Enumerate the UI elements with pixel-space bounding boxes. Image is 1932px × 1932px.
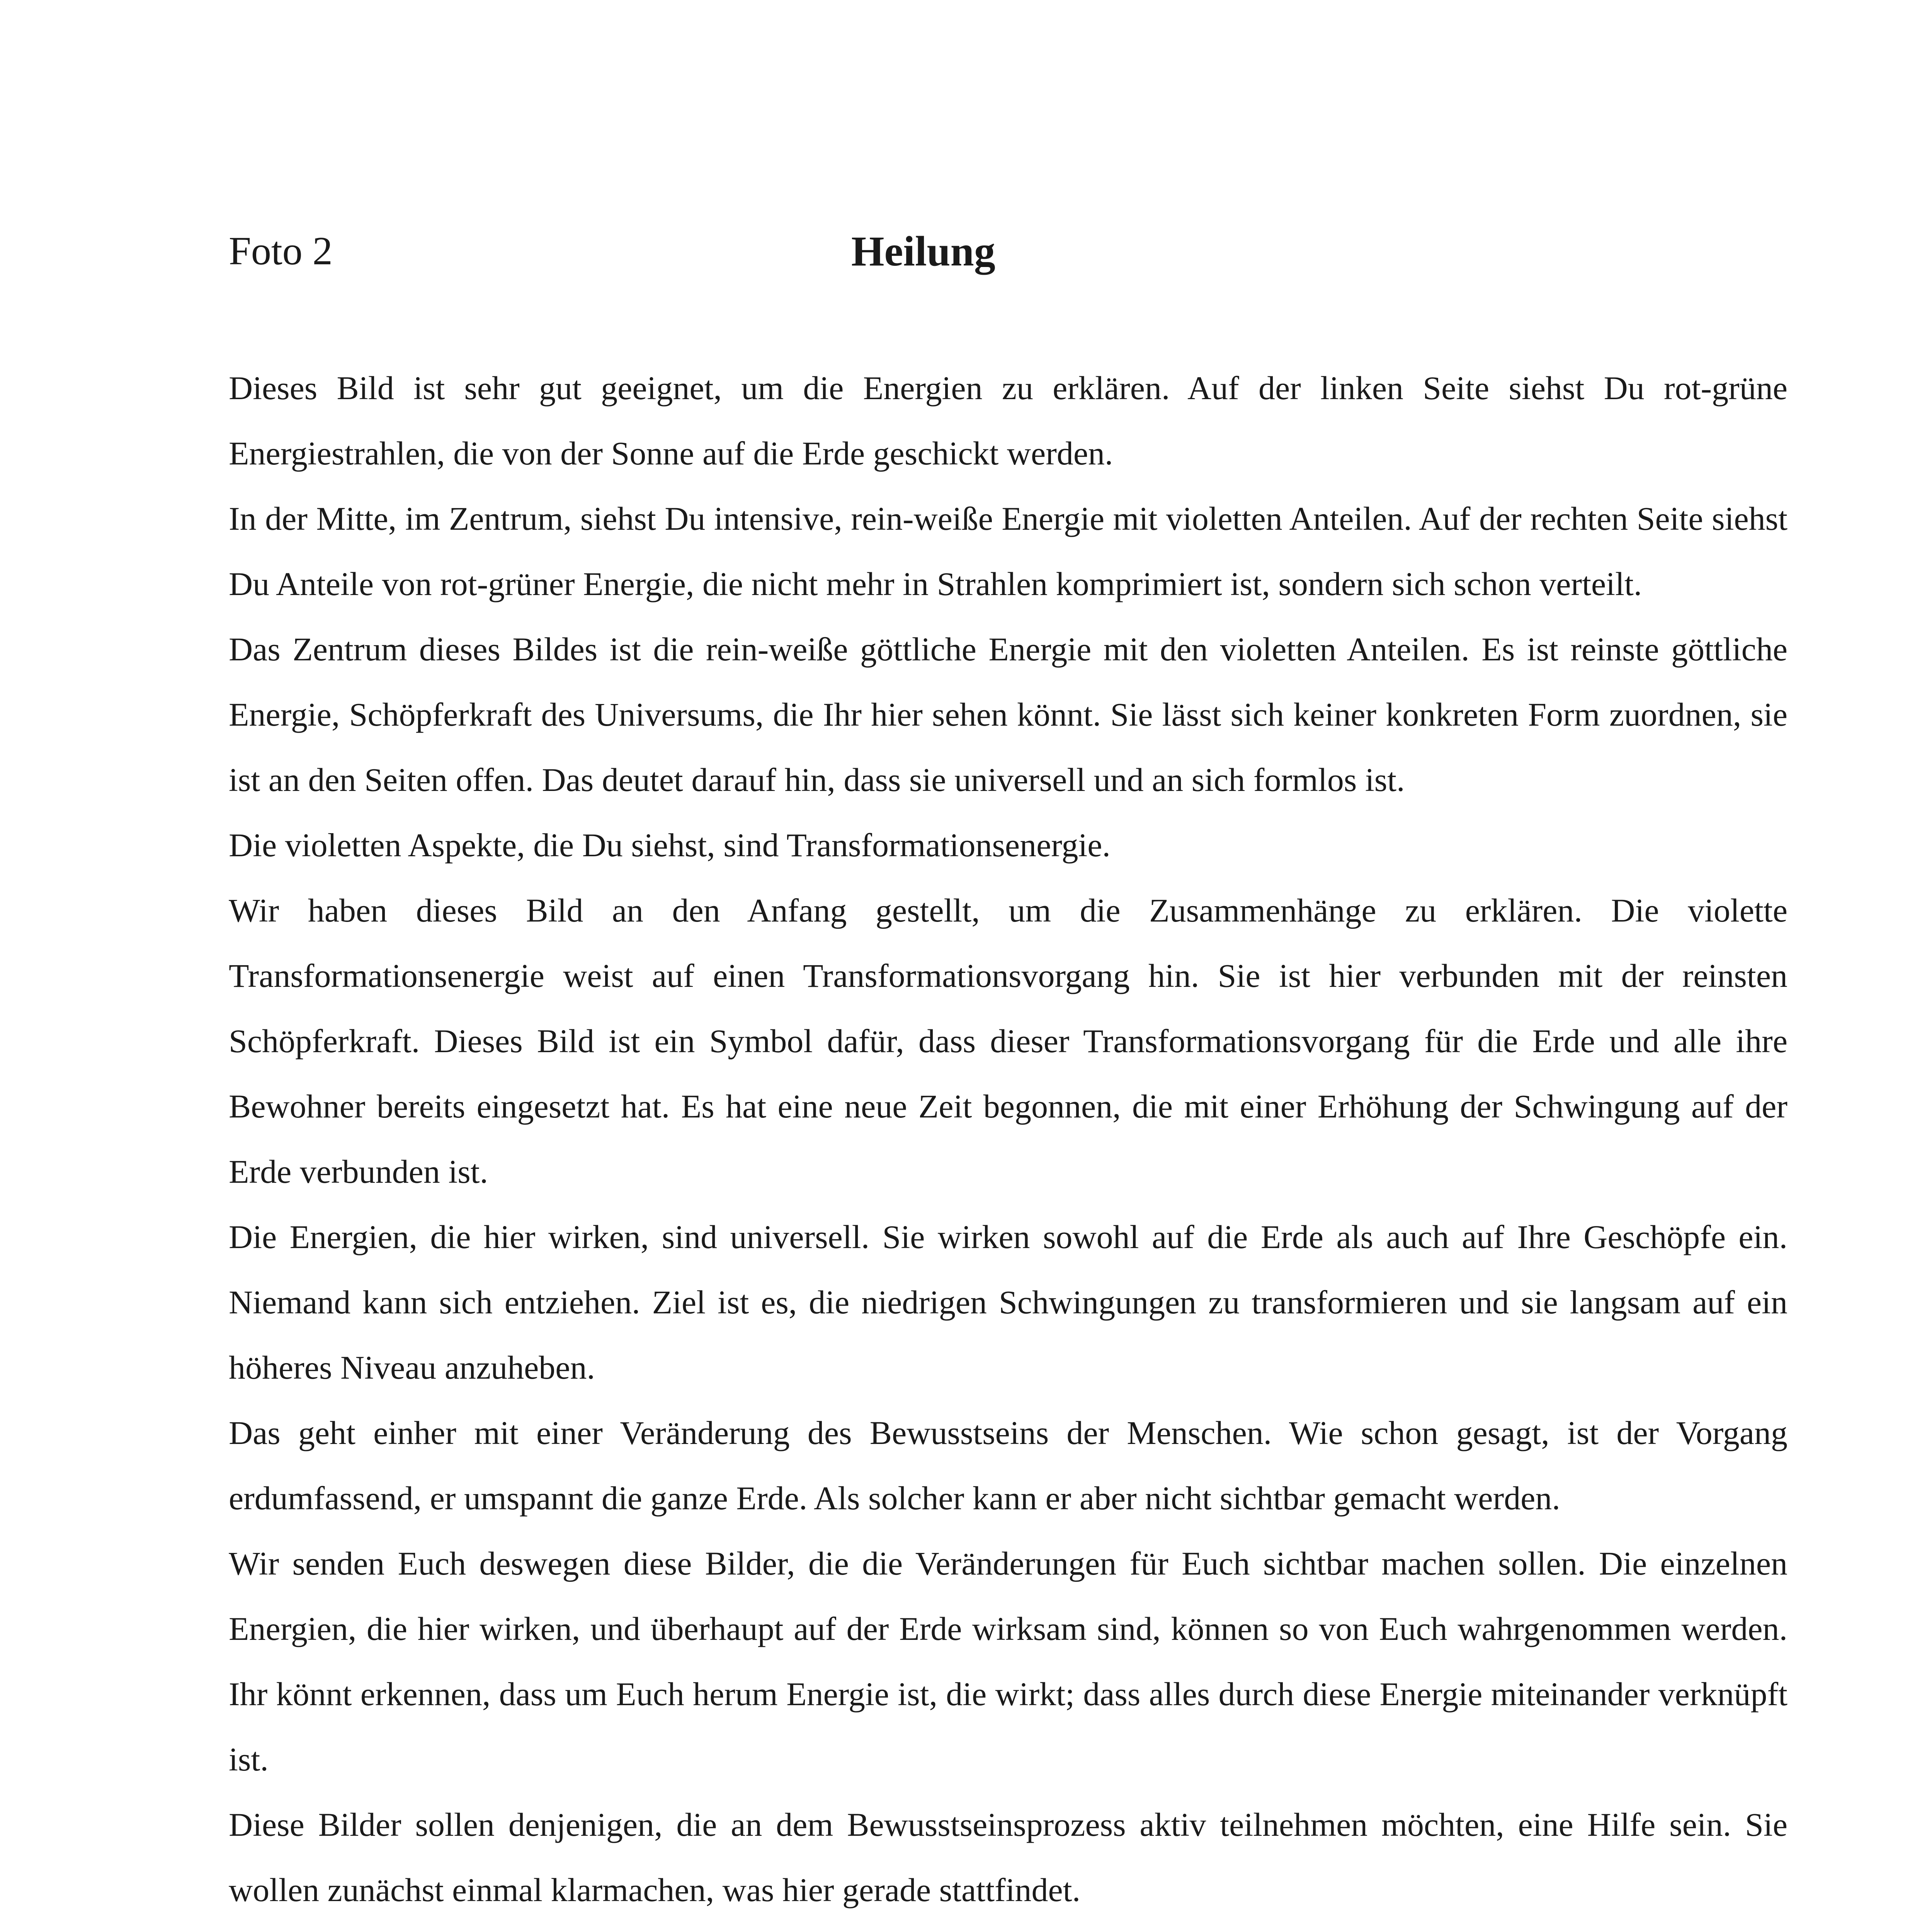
paragraph: Die violetten Aspekte, die Du siehst, sind Transformationsenergie. [229,827,1111,864]
paragraph [229,1923,1787,1932]
photo-label: Foto 2 [229,229,333,273]
page-header [229,226,1743,288]
paragraph: Wir senden Euch deswegen diese Bilder, die die Veränderungen für Euch sichtbar machen sollen. Die einzelnen Energien, die hier wirken, und überhaupt auf der Erde wirksam sind, können so von Euch wahrgenommen werden. Ihr könnt erkennen, dass um Euch herum Energie ist, die wirkt; dass alles durch diese Energie miteinander verknüpft ist. [229,1545,1787,1778]
page-title: Heilung [851,228,995,275]
body-text [229,355,1787,1932]
paragraph: Die Energien, die hier wirken, sind universell. Sie wirken sowohl auf die Erde als auch auf Ihre Geschöpfe ein. Niemand kann sich entziehen. Ziel ist es, die niedrigen Schwingungen zu transformieren und sie langsam auf ein höheres Niveau anzuheben. [229,1218,1787,1386]
paragraph: Das geht einher mit einer Veränderung des Bewusstseins der Menschen. Wie schon gesagt, ist der Vorgang erdumfassend, er umspannt die ganze Erde. Als solcher kann er aber nicht sichtbar gemacht werden. [229,1414,1787,1517]
paragraph: In der Mitte, im Zentrum, siehst Du intensive, rein-weiße Energie mit violetten Anteilen. Auf der rechten Seite siehst Du Anteile von rot-grüner Energie, die nicht mehr in Strahlen komprimiert ist, sondern sich schon verteilt. [229,500,1787,602]
paragraph: Das Zentrum dieses Bildes ist die rein-weiße göttliche Energie mit den violetten Anteilen. Es ist reinste göttliche Energie, Schöpferkraft des Universums, die Ihr hier sehen könnt. Sie lässt sich keiner konkreten Form zuordnen, sie ist an den Seiten offen. Das deutet darauf hin, dass sie universell und an sich formlos ist. [229,631,1787,798]
paragraph: Dieses Bild ist sehr gut geeignet, um die Energien zu erklären. Auf der linken Seite siehst Du rot-grüne Energiestrahlen, die von der Sonne auf die Erde geschickt werden. [229,369,1787,472]
paragraph: Diese Bilder sollen denjenigen, die an dem Bewusstseinsprozess aktiv teilnehmen möchten, eine Hilfe sein. Sie wollen zunächst einmal klarmachen, was hier gerade stattfindet. [229,1806,1787,1908]
paragraph: Wir haben dieses Bild an den Anfang gestellt, um die Zusammenhänge zu erklären. Die violette Transformationsenergie weist auf einen Transformationsvorgang hin. Sie ist hier verbunden mit der reinsten Schöpferkraft. Dieses Bild ist ein Symbol dafür, dass dieser Transformationsvorgang für die Erde und alle ihre Bewohner bereits eingesetzt hat. Es hat eine neue Zeit begonnen, die mit einer Erhöhung der Schwingung auf der Erde verbunden ist. [229,892,1787,1190]
